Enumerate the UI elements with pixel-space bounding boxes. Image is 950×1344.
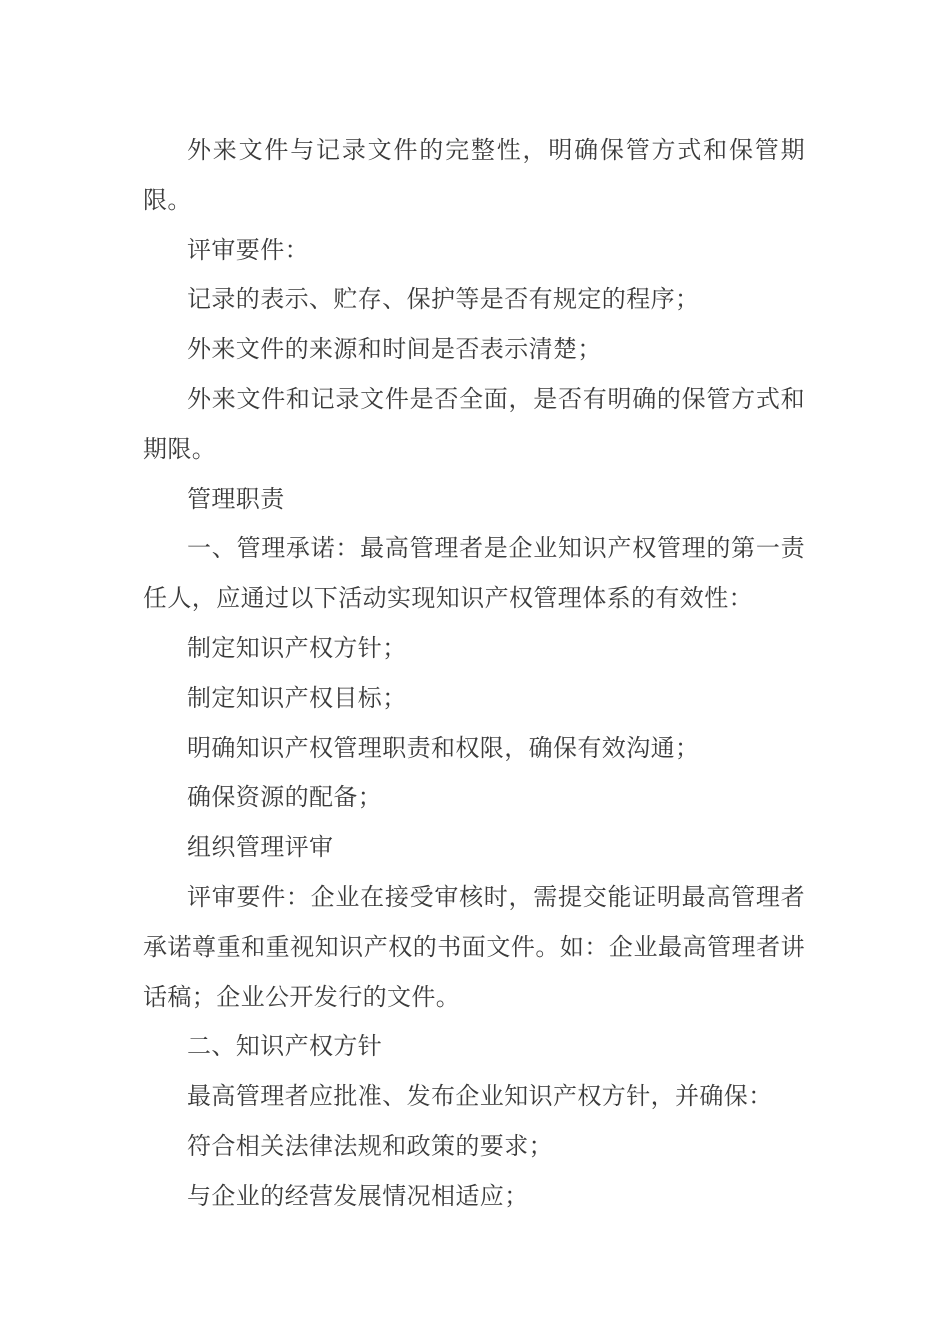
list-item-business-fit: 与企业的经营发展情况相适应； <box>187 1181 529 1210</box>
paragraph-record-procedures: 记录的表示、贮存、保护等是否有规定的程序； <box>187 285 700 314</box>
document-body <box>143 126 805 1222</box>
paragraph-review-requirements-detail: 评审要件：企业在接受审核时，需提交能证明最高管理者承诺尊重和重视知识产权的书面文件。如：企业最高管理者讲话稿；企业公开发行的文件。 <box>143 882 805 1011</box>
paragraph-review-requirements-heading: 评审要件： <box>187 235 309 264</box>
paragraph-policy-approval: 最高管理者应批准、发布企业知识产权方针，并确保： <box>187 1082 773 1111</box>
list-item-resources: 确保资源的配备； <box>187 783 383 812</box>
list-item-ip-policy: 制定知识产权方针； <box>187 633 407 662</box>
paragraph-external-source-time: 外来文件的来源和时间是否表示清楚； <box>187 335 602 364</box>
section-heading-management-duties: 管理职责 <box>187 484 285 513</box>
list-item-legal-compliance: 符合相关法律法规和政策的要求； <box>187 1131 553 1160</box>
paragraph-external-documents: 外来文件与记录文件的完整性，明确保管方式和保管期限。 <box>143 136 805 214</box>
paragraph-management-commitment: 一、管理承诺：最高管理者是企业知识产权管理的第一责任人，应通过以下活动实现知识产权管理体系的有效性： <box>143 534 805 613</box>
list-item-management-review: 组织管理评审 <box>187 833 334 862</box>
list-item-ip-objectives: 制定知识产权目标； <box>187 683 407 712</box>
section-heading-ip-policy: 二、知识产权方针 <box>187 1032 383 1061</box>
list-item-duties-authority: 明确知识产权管理职责和权限，确保有效沟通； <box>187 733 700 762</box>
paragraph-completeness: 外来文件和记录文件是否全面，是否有明确的保管方式和期限。 <box>143 384 805 463</box>
